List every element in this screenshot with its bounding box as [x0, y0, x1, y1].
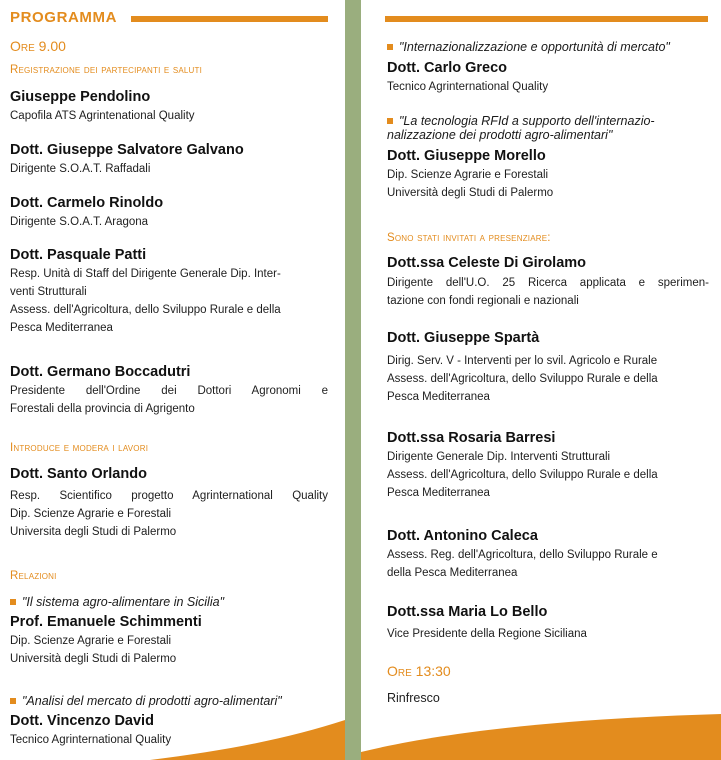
speaker-role: Universita degli Studi di Palermo	[10, 526, 177, 538]
guest-role: Dirigente dell'U.O. 25 Ricerca applicata e sperimen-	[387, 277, 709, 289]
guest-block	[387, 526, 709, 582]
guest-role: Pesca Mediterranea	[387, 487, 490, 499]
speaker-role: Tecnico Agrinternational Quality	[10, 734, 172, 746]
guest-role: Vice Presidente della Regione Siciliana	[387, 628, 587, 640]
speaker-role: Assess. dell'Agricoltura, dello Sviluppo Rurale e della	[10, 304, 281, 316]
speaker-role: Presidente dell'Ordine dei Dottori Agronomi e	[10, 385, 328, 397]
bullet-icon	[387, 118, 393, 124]
guest-block	[387, 602, 709, 643]
speaker-role: Dip. Scienze Agrarie e Forestali	[387, 169, 549, 181]
guest-role: Pesca Mediterranea	[387, 391, 490, 403]
footer-swoosh-left	[0, 720, 345, 760]
guest-block	[387, 253, 709, 310]
section-talks: Relazioni	[10, 570, 57, 582]
speaker-block	[10, 87, 328, 125]
guest-name: Dott.ssa Celeste Di Girolamo	[387, 255, 587, 271]
guest-block	[387, 428, 709, 502]
bullet-icon	[10, 698, 16, 704]
speaker-name: Prof. Emanuele Schimmenti	[10, 614, 202, 630]
speaker-role: Dip. Scienze Agrarie e Forestali	[10, 635, 172, 647]
speaker-name: Dott. Giuseppe Morello	[387, 148, 546, 164]
guest-role: della Pesca Mediterranea	[387, 567, 518, 579]
guest-name: Dott.ssa Rosaria Barresi	[387, 430, 556, 446]
guest-role: Assess. dell'Agricoltura, dello Sviluppo Rurale e della	[387, 469, 658, 481]
speaker-block	[10, 362, 328, 418]
speaker-name: Dott. Giuseppe Salvatore Galvano	[10, 142, 244, 158]
speaker-role: venti Strutturali	[10, 286, 87, 298]
guest-role: Assess. dell'Agricoltura, dello Sviluppo Rurale e della	[387, 373, 658, 385]
session-time: Ore 9.00	[10, 38, 66, 54]
bullet-icon	[387, 44, 393, 50]
speaker-role: Università degli Studi di Palermo	[10, 653, 177, 665]
speaker-role: Tecnico Agrinternational Quality	[387, 81, 549, 93]
speaker-name: Dott. Santo Orlando	[10, 466, 147, 482]
speaker-role: Pesca Mediterranea	[10, 322, 113, 334]
bullet-icon	[10, 599, 16, 605]
section-registration: Registrazione dei partecipanti e saluti	[10, 64, 203, 76]
speaker-name: Dott. Carlo Greco	[387, 60, 508, 76]
guest-name: Dott. Antonino Caleca	[387, 528, 538, 544]
speaker-role: Dirigente S.O.A.T. Aragona	[10, 216, 149, 228]
guest-role: Dirig. Serv. V - Interventi per lo svil. Agricolo e Rurale	[387, 355, 658, 367]
talk-block	[387, 114, 709, 202]
speaker-name: Dott. Germano Boccadutri	[10, 364, 191, 380]
speaker-name: Giuseppe Pendolino	[10, 89, 151, 105]
session-time: Ore 13:30	[387, 663, 451, 679]
speaker-block	[10, 140, 328, 178]
talk-title: "Il sistema agro-alimentare in Sicilia"	[10, 595, 328, 609]
speaker-name: Dott. Vincenzo David	[10, 713, 154, 729]
speaker-role: Capofila ATS Agrintenational Quality	[10, 110, 195, 122]
talk-title-continued: nalizzazione dei prodotti agro-alimentari"	[387, 128, 613, 142]
heading-rule-left	[131, 16, 328, 22]
speaker-name: Dott. Pasquale Patti	[10, 247, 147, 263]
speaker-role: Resp. Scientifico progetto Agrinternational Quality	[10, 490, 328, 502]
speaker-role: Dip. Scienze Agrarie e Forestali	[10, 508, 172, 520]
closing-note: Rinfresco	[387, 691, 440, 705]
guest-role: Assess. Reg. dell'Agricoltura, dello Sviluppo Rurale e	[387, 549, 658, 561]
heading-rule-right	[385, 16, 708, 22]
talk-title: "Internazionalizzazione e opportunità di mercato"	[387, 40, 709, 54]
speaker-role: Resp. Unità di Staff del Dirigente Generale Dip. Inter-	[10, 268, 281, 280]
guest-name: Dott. Giuseppe Spartà	[387, 330, 540, 346]
guest-role: tazione con fondi regionali e nazionali	[387, 295, 579, 307]
guest-name: Dott.ssa Maria Lo Bello	[387, 604, 548, 620]
speaker-role: Dirigente S.O.A.T. Raffadali	[10, 163, 151, 175]
speaker-block	[10, 193, 328, 231]
moderator-block	[10, 464, 328, 541]
speaker-block	[10, 245, 328, 337]
talk-title: "Analisi del mercato di prodotti agro-alimentari"	[10, 694, 328, 708]
talk-block	[387, 40, 709, 96]
speaker-role: Università degli Studi di Palermo	[387, 187, 554, 199]
speaker-name: Dott. Carmelo Rinoldo	[10, 195, 164, 211]
page-title: PROGRAMMA	[10, 9, 118, 26]
guest-role: Dirigente Generale Dip. Interventi Strutturali	[387, 451, 611, 463]
footer-swoosh-right	[361, 710, 721, 760]
guest-block	[387, 328, 709, 406]
section-invited: Sono stati invitati a presenziare:	[387, 232, 551, 244]
talk-block	[10, 595, 328, 668]
speaker-role: Forestali della provincia di Agrigento	[10, 403, 195, 415]
section-moderation: Introduce e modera i lavori	[10, 442, 149, 454]
column-divider	[345, 0, 361, 760]
talk-title: "La tecnologia RFId a supporto dell'internazio-	[387, 114, 709, 128]
